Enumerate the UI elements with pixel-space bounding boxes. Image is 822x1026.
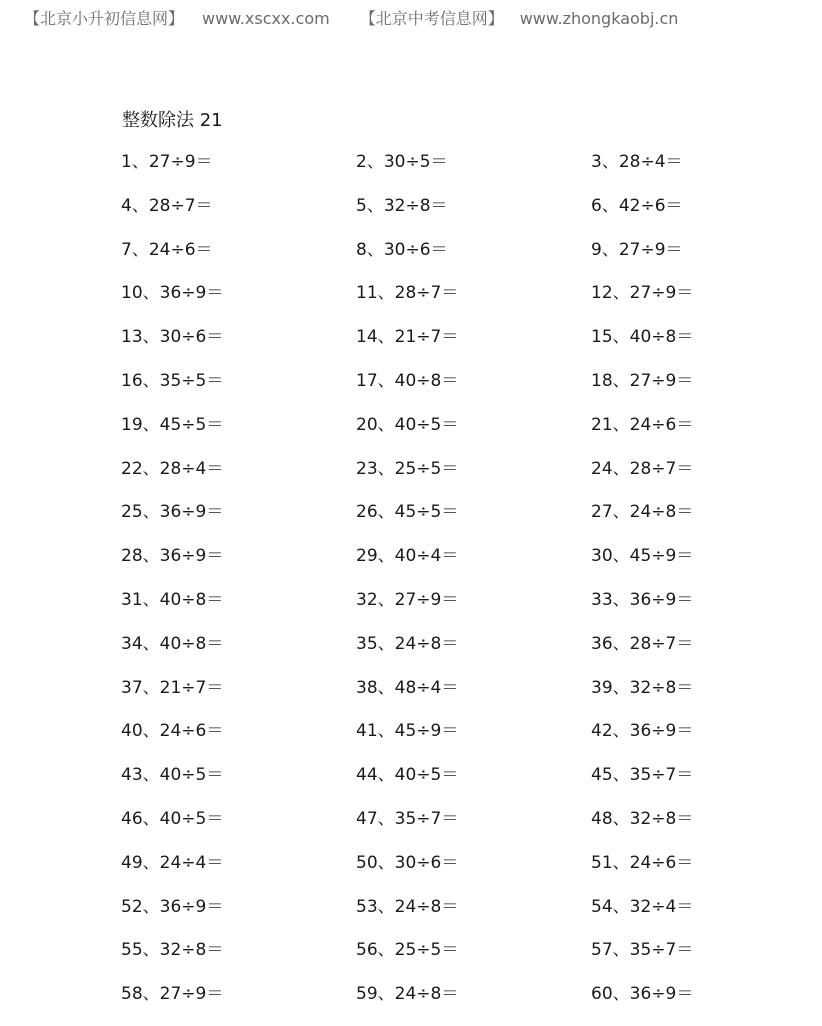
problem-item: 7、24÷6＝ bbox=[121, 239, 213, 260]
problem-item: 58、27÷9＝ bbox=[121, 984, 224, 1005]
problem-item: 20、40÷5＝ bbox=[356, 414, 459, 435]
problem-item: 5、32÷8＝ bbox=[356, 195, 448, 216]
problem-item: 51、24÷6＝ bbox=[591, 852, 694, 873]
problem-item: 38、48÷4＝ bbox=[356, 677, 459, 698]
problem-item: 36、28÷7＝ bbox=[591, 633, 694, 654]
problem-item: 49、24÷4＝ bbox=[121, 852, 224, 873]
header-link-zhongkao[interactable]: www.zhongkaobj.cn bbox=[519, 9, 679, 28]
problem-item: 60、36÷9＝ bbox=[591, 984, 694, 1005]
problem-item: 31、40÷8＝ bbox=[121, 589, 224, 610]
problem-item: 56、25÷5＝ bbox=[356, 940, 459, 961]
problem-item: 26、45÷5＝ bbox=[356, 502, 459, 523]
problem-item: 14、21÷7＝ bbox=[356, 327, 459, 348]
problem-item: 18、27÷9＝ bbox=[591, 370, 694, 391]
problem-item: 23、25÷5＝ bbox=[356, 458, 459, 479]
problem-item: 15、40÷8＝ bbox=[591, 327, 694, 348]
problem-item: 24、28÷7＝ bbox=[591, 458, 694, 479]
problem-item: 4、28÷7＝ bbox=[121, 195, 213, 216]
problem-item: 29、40÷4＝ bbox=[356, 546, 459, 567]
problem-item: 54、32÷4＝ bbox=[591, 896, 694, 917]
problem-item: 39、32÷8＝ bbox=[591, 677, 694, 698]
page-header bbox=[24, 6, 678, 30]
problem-item: 16、35÷5＝ bbox=[121, 370, 224, 391]
problem-item: 13、30÷6＝ bbox=[121, 327, 224, 348]
problem-item: 30、45÷9＝ bbox=[591, 546, 694, 567]
problem-item: 52、36÷9＝ bbox=[121, 896, 224, 917]
problem-item: 22、28÷4＝ bbox=[121, 458, 224, 479]
problem-item: 50、30÷6＝ bbox=[356, 852, 459, 873]
problem-item: 2、30÷5＝ bbox=[356, 152, 448, 172]
problem-item: 53、24÷8＝ bbox=[356, 896, 459, 917]
problem-item: 35、24÷8＝ bbox=[356, 633, 459, 654]
header-link-xscxx[interactable]: www.xscxx.com bbox=[202, 9, 330, 28]
problem-item: 45、35÷7＝ bbox=[591, 765, 694, 786]
problem-item: 59、24÷8＝ bbox=[356, 984, 459, 1005]
problem-item: 9、27÷9＝ bbox=[591, 239, 683, 260]
problem-item: 44、40÷5＝ bbox=[356, 765, 459, 786]
problem-item: 11、28÷7＝ bbox=[356, 283, 459, 304]
problem-item: 37、21÷7＝ bbox=[121, 677, 224, 698]
problem-item: 42、36÷9＝ bbox=[591, 721, 694, 742]
problem-item: 27、24÷8＝ bbox=[591, 502, 694, 523]
problem-item: 6、42÷6＝ bbox=[591, 195, 683, 216]
problem-item: 41、45÷9＝ bbox=[356, 721, 459, 742]
header-label-xscxx: 【北京小升初信息网】 bbox=[24, 9, 185, 28]
problem-item: 57、35÷7＝ bbox=[591, 940, 694, 961]
problem-item: 48、32÷8＝ bbox=[591, 808, 694, 829]
problem-item: 25、36÷9＝ bbox=[121, 502, 224, 523]
problem-item: 34、40÷8＝ bbox=[121, 633, 224, 654]
problem-item: 33、36÷9＝ bbox=[591, 589, 694, 610]
problem-item: 40、24÷6＝ bbox=[121, 721, 224, 742]
problem-item: 47、35÷7＝ bbox=[356, 808, 459, 829]
problem-item: 21、24÷6＝ bbox=[591, 414, 694, 435]
problem-item: 32、27÷9＝ bbox=[356, 589, 459, 610]
problem-grid bbox=[121, 150, 741, 1026]
problem-item: 3、28÷4＝ bbox=[591, 152, 683, 172]
problem-item: 8、30÷6＝ bbox=[356, 239, 448, 260]
header-label-zhongkao: 【北京中考信息网】 bbox=[359, 9, 504, 28]
problem-item: 43、40÷5＝ bbox=[121, 765, 224, 786]
worksheet-title: 整数除法 21 bbox=[122, 110, 223, 131]
problem-item: 46、40÷5＝ bbox=[121, 808, 224, 829]
problem-item: 28、36÷9＝ bbox=[121, 546, 224, 567]
problem-item: 55、32÷8＝ bbox=[121, 940, 224, 961]
problem-item: 10、36÷9＝ bbox=[121, 283, 224, 304]
problem-item: 17、40÷8＝ bbox=[356, 370, 459, 391]
problem-item: 12、27÷9＝ bbox=[591, 283, 694, 304]
problem-item: 1、27÷9＝ bbox=[121, 152, 213, 172]
problem-item: 19、45÷5＝ bbox=[121, 414, 224, 435]
